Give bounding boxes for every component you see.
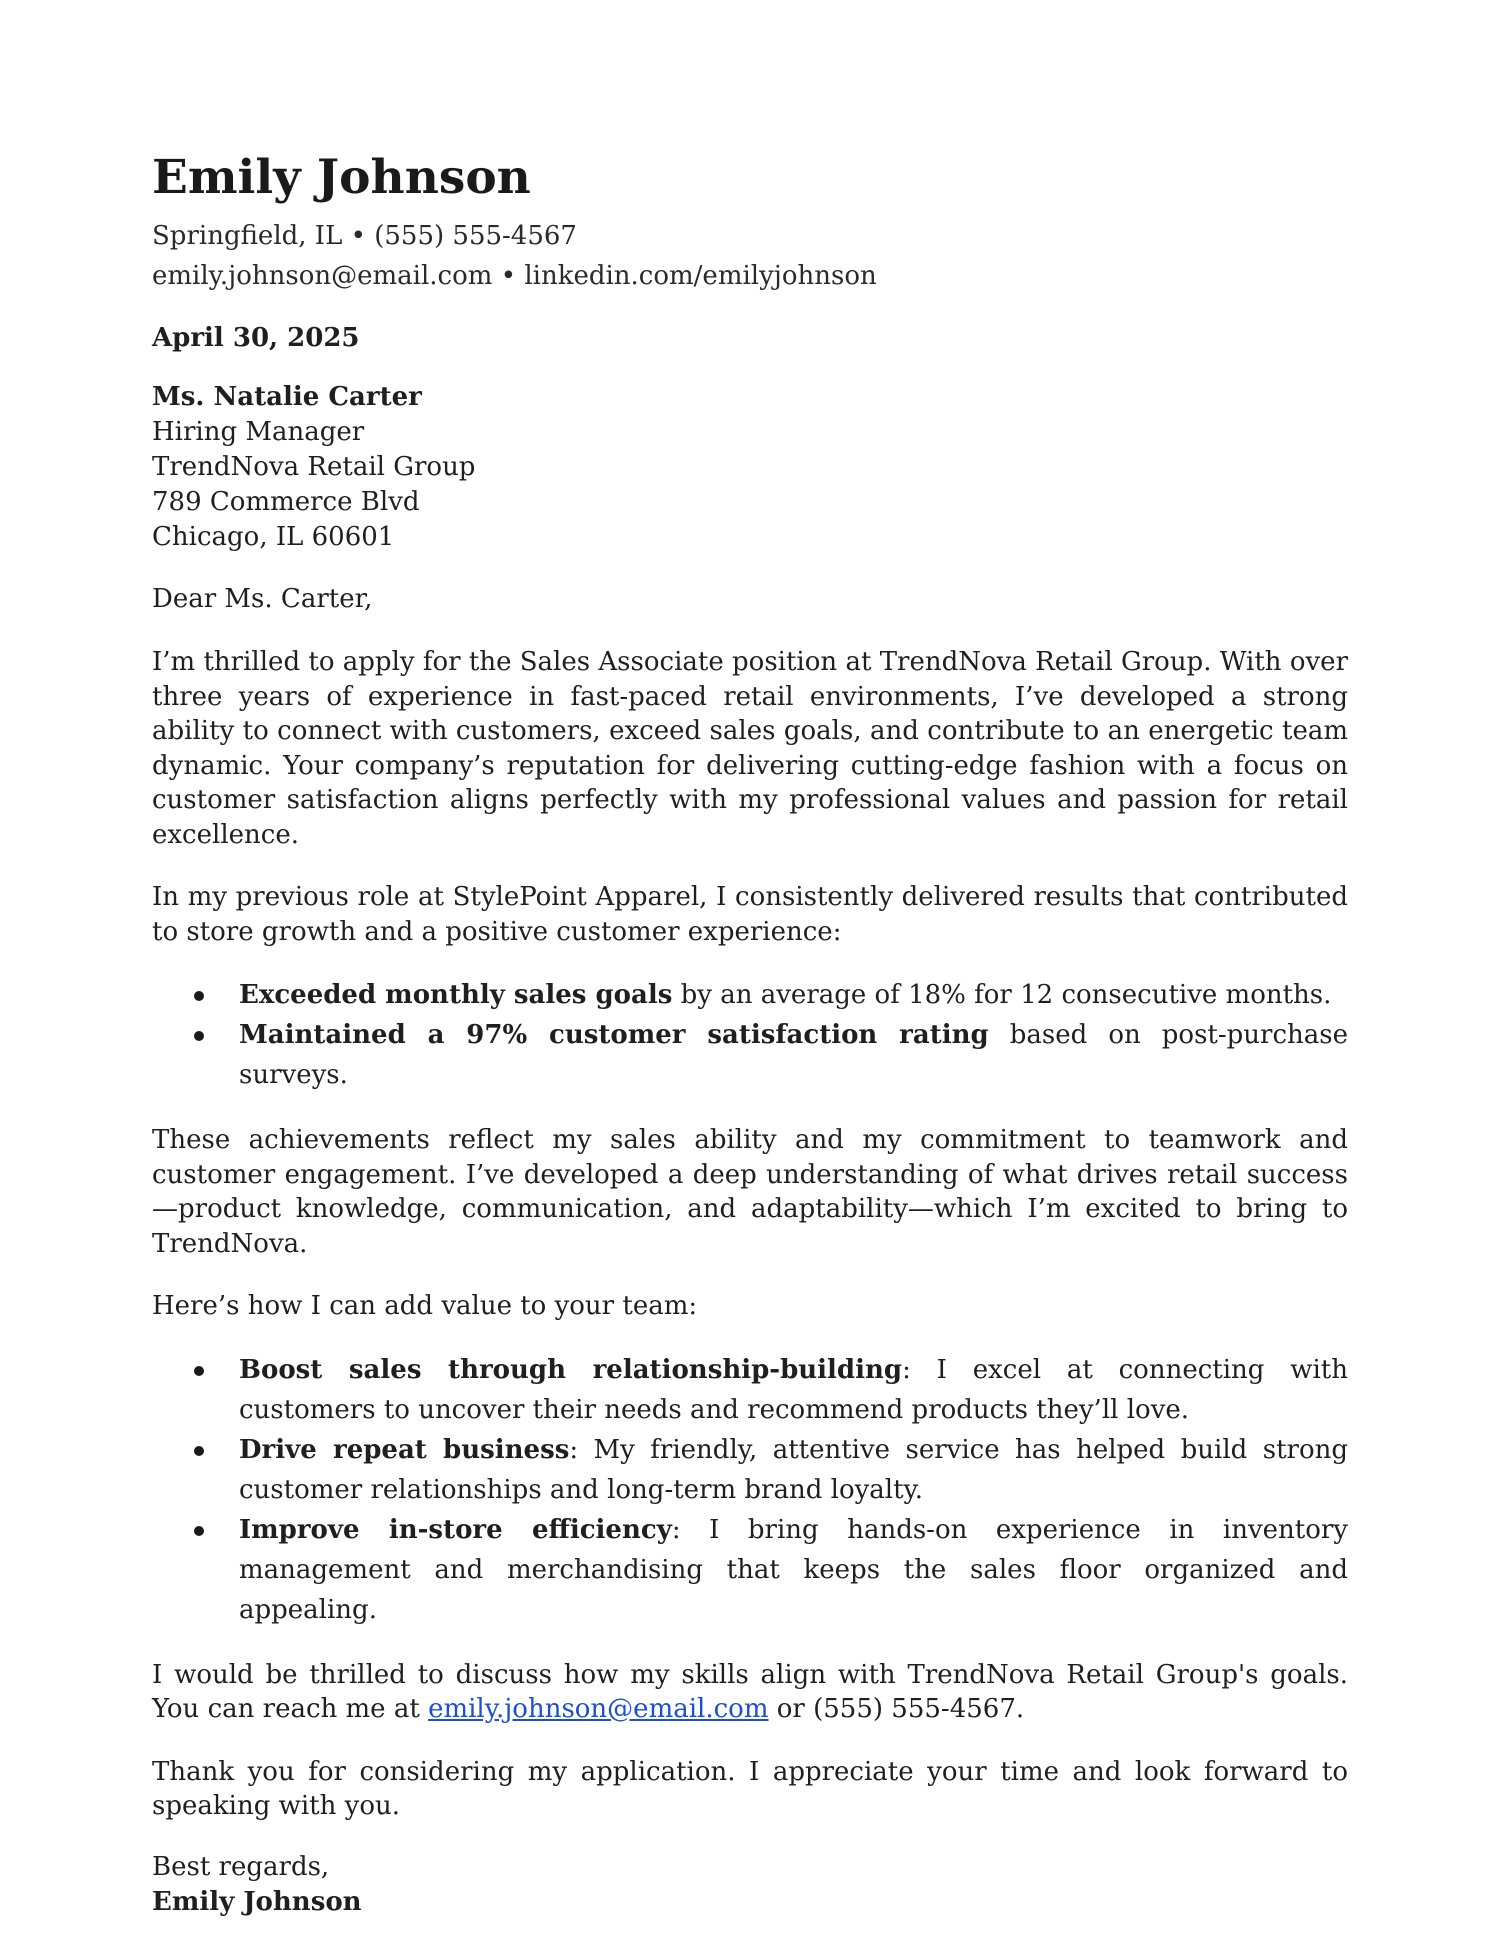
paragraph-intro: I’m thrilled to apply for the Sales Associate position at TrendNova Retail Group. With over three years of experience in fast-paced retail environments, I’ve developed a strong ability to connect with customers, exceed sales goals, and contribute to an energetic team dynamic. Your company’s reputation for delivering cutting-edge fashion with a focus on customer satisfaction aligns perfectly with my professional values and passion for retail excellence. — [152, 647, 1348, 850]
achievement-text: by an average of 18% for 12 consecutive months. — [672, 980, 1332, 1010]
contact-line-location-phone — [152, 216, 1348, 256]
value-points-list — [152, 1350, 1348, 1630]
recipient-city: Chicago, IL 60601 — [152, 522, 395, 552]
contact-text-after: or (555) 555-4567. — [776, 1694, 1025, 1724]
list-item — [152, 975, 1348, 1015]
bullet-separator: • — [350, 221, 366, 251]
paragraph-thanks: Thank you for considering my application. I appreciate your time and look forward to speaking with you. — [152, 1756, 1348, 1821]
bullet-icon — [194, 1366, 204, 1376]
email-link[interactable]: emily.johnson@email.com — [428, 1694, 769, 1724]
list-item — [152, 1350, 1348, 1430]
signature-name: Emily Johnson — [152, 1886, 362, 1917]
bullet-icon — [194, 991, 204, 1001]
cover-letter-page — [152, 150, 1348, 1920]
list-item — [152, 1510, 1348, 1630]
value-point-text: : My friendly, attentive service has helped build strong customer relationships and long-term brand loyalty. — [239, 1434, 1348, 1505]
closing-block — [152, 1850, 1348, 1920]
linkedin-text: linkedin.com/emilyjohnson — [524, 261, 877, 291]
applicant-name: Emily Johnson — [152, 150, 531, 205]
achievement-bold: Maintained a 97% customer satisfaction rating — [239, 1020, 989, 1050]
achievement-text: based on post-purchase surveys. — [239, 1020, 1349, 1090]
list-item — [152, 1430, 1348, 1510]
recipient-name: Ms. Natalie Carter — [152, 382, 422, 412]
paragraph-value-intro: Here’s how I can add value to your team: — [152, 1291, 698, 1321]
recipient-block — [152, 380, 1348, 555]
valediction: Best regards, — [152, 1851, 330, 1882]
paragraph-contact — [152, 1658, 1348, 1727]
location-text: Springfield, IL — [152, 221, 343, 251]
bullet-icon — [194, 1526, 204, 1536]
recipient-title: Hiring Manager — [152, 417, 365, 447]
achievements-list — [152, 975, 1348, 1095]
contact-line-email-linkedin — [152, 256, 1348, 296]
paragraph-achievements: These achievements reflect my sales ability and my commitment to teamwork and customer engagement. I’ve developed a deep understanding of what drives retail success—product knowledge, communication, and adaptability—which I’m excited to bring to TrendNova. — [152, 1125, 1348, 1259]
list-item — [152, 1015, 1348, 1095]
value-point-bold: Drive repeat business — [239, 1434, 570, 1465]
email-text: emily.johnson@email.com — [152, 261, 493, 291]
recipient-company: TrendNova Retail Group — [152, 452, 476, 482]
value-point-bold: Boost sales through relationship-building — [239, 1354, 903, 1385]
value-point-text: : I excel at connecting with customers to uncover their needs and recommend products they’ll love. — [239, 1354, 1349, 1425]
letter-date: April 30, 2025 — [152, 323, 360, 353]
contact-text-before: I would be thrilled to discuss how my skills align with TrendNova Retail Group's goals. You can reach me at — [152, 1659, 1348, 1724]
achievement-bold: Exceeded monthly sales goals — [239, 980, 673, 1010]
salutation: Dear Ms. Carter, — [152, 584, 373, 614]
value-point-bold: Improve in-store efficiency — [239, 1514, 672, 1545]
paragraph-previous-role: In my previous role at StylePoint Apparel, I consistently delivered results that contributed to store growth and a positive customer experience: — [152, 882, 1348, 947]
recipient-street: 789 Commerce Blvd — [152, 487, 420, 517]
value-point-text: : I bring hands-on experience in inventory management and merchandising that keeps the sales floor organized and appealing. — [239, 1514, 1348, 1625]
bullet-icon — [194, 1031, 204, 1041]
bullet-separator: • — [500, 261, 517, 291]
phone-text: (555) 555-4567 — [374, 221, 577, 251]
bullet-icon — [194, 1446, 204, 1456]
